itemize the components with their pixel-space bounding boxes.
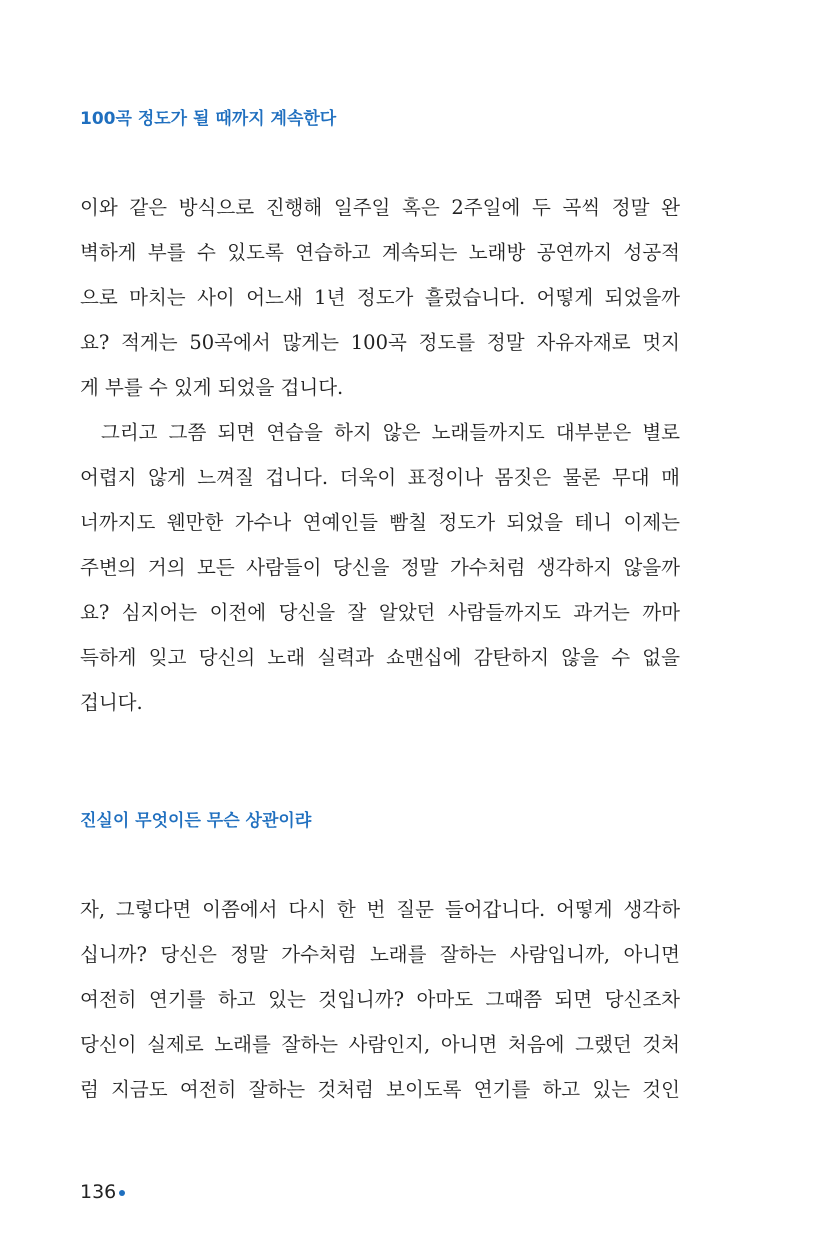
body-line: 이와 같은 방식으로 진행해 일주일 혹은 2주일에 두 곡씩 정말 완 — [80, 196, 680, 219]
body-line: 자, 그렇다면 이쯤에서 다시 한 번 질문 들어갑니다. 어떻게 생각하 — [80, 898, 680, 921]
body-line: 너까지도 웬만한 가수나 연예인들 빰칠 정도가 되었을 테니 이제는 — [80, 511, 680, 534]
page-number-dot-icon — [119, 1190, 125, 1196]
section-heading-2: 진실이 무엇이든 무슨 상관이랴 — [80, 811, 312, 831]
body-line: 겁니다. — [80, 691, 143, 714]
body-line: 득하게 잊고 당신의 노래 실력과 쇼맨십에 감탄하지 않을 수 없을 — [80, 646, 680, 669]
body-line: 그리고 그쯤 되면 연습을 하지 않은 노래들까지도 대부분은 별로 — [101, 421, 680, 444]
body-line: 요? 적게는 50곡에서 많게는 100곡 정도를 정말 자유자재로 멋지 — [80, 331, 680, 354]
body-line: 럼 지금도 여전히 잘하는 것처럼 보이도록 연기를 하고 있는 것인 — [80, 1078, 680, 1101]
body-line: 게 부를 수 있게 되었을 겁니다. — [80, 376, 344, 399]
body-line: 벽하게 부를 수 있도록 연습하고 계속되는 노래방 공연까지 성공적 — [80, 241, 680, 264]
body-line: 주변의 거의 모든 사람들이 당신을 정말 가수처럼 생각하지 않을까 — [80, 556, 680, 579]
body-line: 으로 마치는 사이 어느새 1년 정도가 흘렀습니다. 어떻게 되었을까 — [80, 286, 680, 309]
body-line: 어렵지 않게 느껴질 겁니다. 더욱이 표정이나 몸짓은 물론 무대 매 — [80, 466, 680, 489]
body-line: 요? 심지어는 이전에 당신을 잘 알았던 사람들까지도 과거는 까마 — [80, 601, 680, 624]
body-line: 여전히 연기를 하고 있는 것입니까? 아마도 그때쯤 되면 당신조차 — [80, 988, 680, 1011]
section-heading-1: 100곡 정도가 될 때까지 계속한다 — [80, 109, 337, 129]
body-line: 십니까? 당신은 정말 가수처럼 노래를 잘하는 사람입니까, 아니면 — [80, 943, 680, 966]
body-line: 당신이 실제로 노래를 잘하는 사람인지, 아니면 처음에 그랬던 것처 — [80, 1033, 680, 1056]
page-number: 136 — [80, 1181, 117, 1203]
